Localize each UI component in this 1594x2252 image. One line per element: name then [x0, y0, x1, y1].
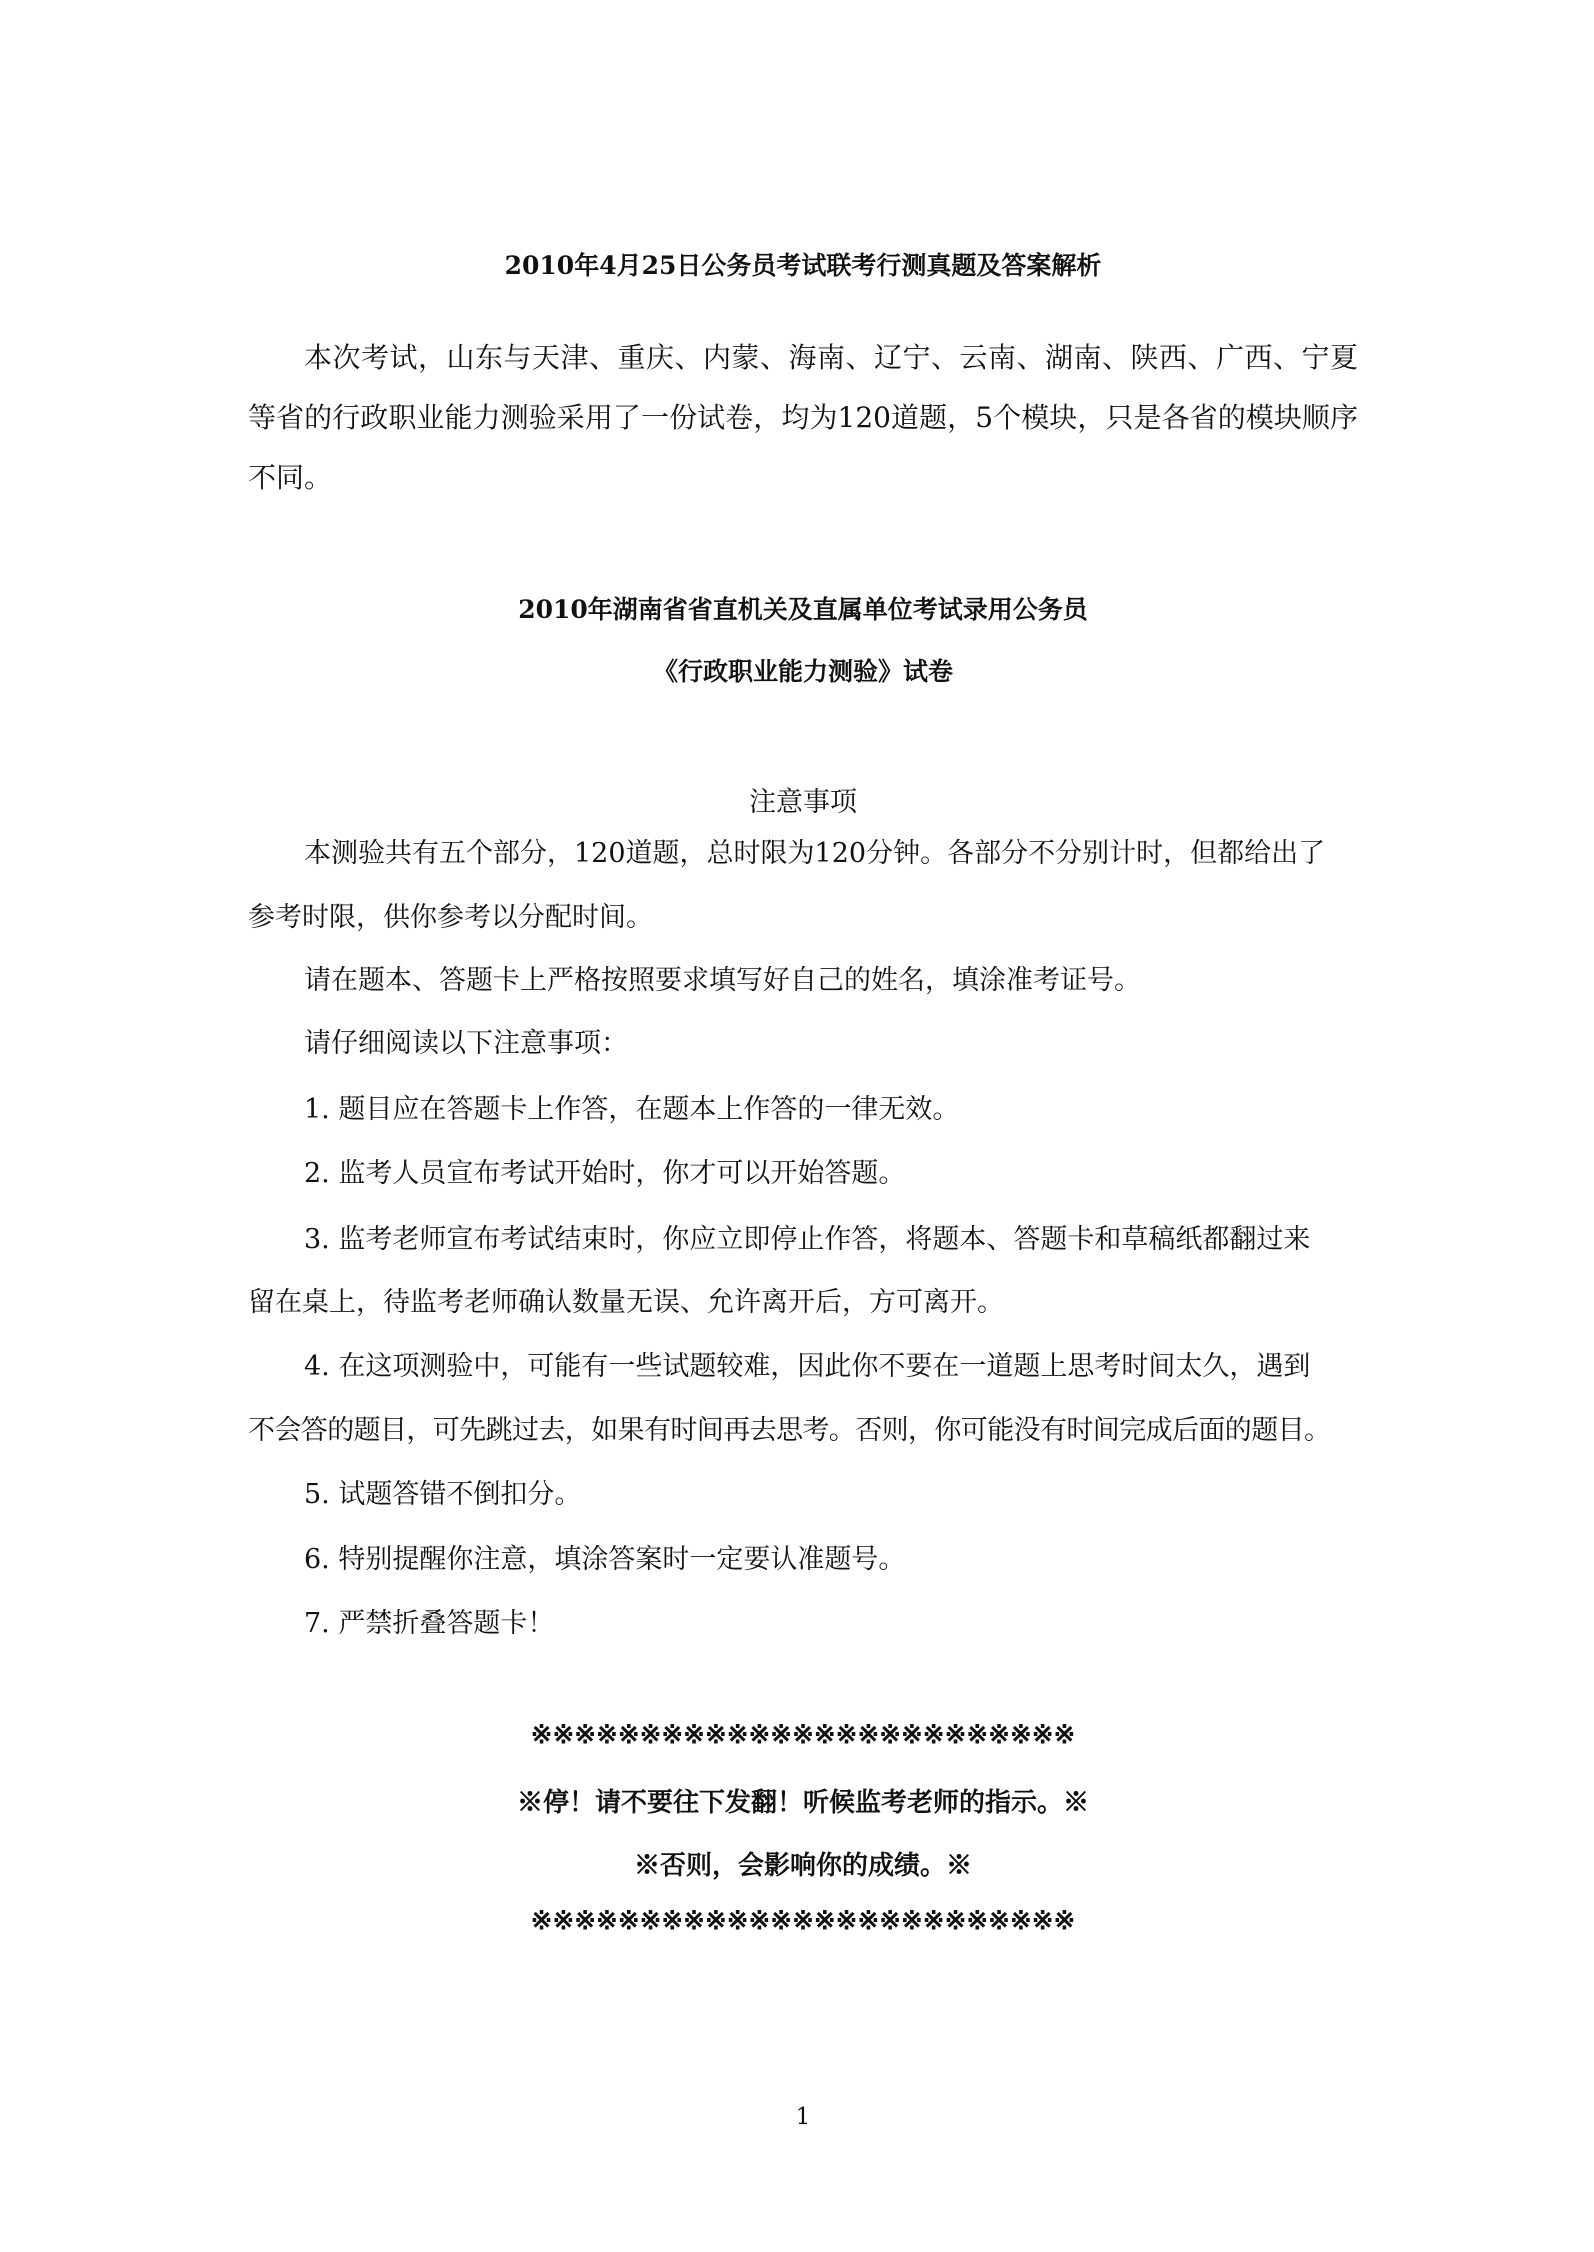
exam-title-line2: 《行政职业能力测验》试卷	[652, 657, 953, 686]
notice-item: 5. 试题答错不倒扣分。	[304, 1479, 582, 1510]
notice-item: 1. 题目应在答题卡上作答，在题本上作答的一律无效。	[304, 1094, 960, 1125]
intro-paragraph: 本次考试，山东与天津、重庆、内蒙、海南、辽宁、云南、湖南、陕西、广西、宁夏等省的行政职业能力测验采用了一份试卷，均为120道题，5个模块，只是各省的模块顺序不同。	[248, 341, 1358, 494]
stop-warning-line2: ※否则，会影响你的成绩。※	[633, 1851, 972, 1881]
page-number: 1	[795, 2104, 811, 2130]
notice-para1-line1: 本测验共有五个部分，120道题，总时限为120分钟。各部分不分别计时，但都给出了	[304, 838, 1326, 869]
notice-para2: 请在题本、答题卡上严格按照要求填写好自己的姓名，填涂准考证号。	[304, 965, 1141, 996]
stop-stars-bottom: ※※※※※※※※※※※※※※※※※※※※※※※※※	[530, 1906, 1076, 1936]
notice-item: 6. 特别提醒你注意，填涂答案时一定要认准题号。	[304, 1544, 906, 1575]
exam-title-line1: 2010年湖南省省直机关及直属单位考试录用公务员	[518, 595, 1088, 624]
notice-item-continuation: 不会答的题目，可先跳过去，如果有时间再去思考。否则，你可能没有时间完成后面的题目。	[248, 1415, 1331, 1446]
notice-heading: 注意事项	[749, 787, 857, 818]
notice-item: 4. 在这项测验中，可能有一些试题较难，因此你不要在一道题上思考时间太久，遇到	[304, 1351, 1311, 1382]
notice-item: 7. 严禁折叠答题卡！	[304, 1608, 555, 1639]
notice-para3: 请仔细阅读以下注意事项：	[304, 1028, 628, 1059]
notice-item-continuation: 留在桌上，待监考老师确认数量无误、允许离开后，方可离开。	[248, 1287, 1004, 1318]
stop-warning-line1: ※停！请不要往下发翻！听候监考老师的指示。※	[516, 1788, 1089, 1818]
notice-item: 3. 监考老师宣布考试结束时，你应立即停止作答，将题本、答题卡和草稿纸都翻过来	[304, 1224, 1311, 1255]
notice-item: 2. 监考人员宣布考试开始时，你才可以开始答题。	[304, 1158, 906, 1189]
stop-stars-top: ※※※※※※※※※※※※※※※※※※※※※※※※※	[530, 1720, 1076, 1750]
document-title: 2010年4月25日公务员考试联考行测真题及答案解析	[504, 251, 1102, 280]
notice-para1-line2: 参考时限，供你参考以分配时间。	[248, 902, 653, 933]
